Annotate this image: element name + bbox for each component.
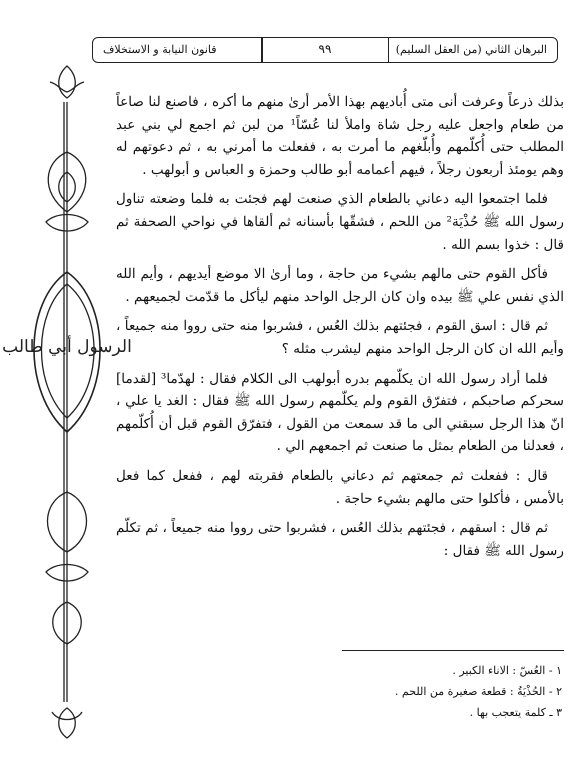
paragraph: ثم قال : اسقهم ، فجئتهم بذلك العُس ، فشربوا حتى رووا منه جميعاً ، ثم تكلّم رسول الله ﷺ فقال : bbox=[116, 520, 564, 559]
paragraph: ثم قال : اسق القوم ، فجئتهم بذلك العُس ، فشربوا منه حتى رووا منه جميعاً ، وأيم الله ان كان الرجل الواحد منهم ليشرب مثله ؟ bbox=[116, 318, 564, 357]
header-divider bbox=[261, 38, 263, 62]
header-chapter-title: قانون النيابة و الاستخلاف bbox=[103, 43, 217, 56]
page-number: ٩٩ bbox=[318, 42, 332, 56]
footnote: ٣ ـ كلمة يتعجب بها . bbox=[469, 706, 562, 719]
footnote: ٢ - الحُذْيَةُ : قطعة صغيرة من اللحم . bbox=[394, 685, 562, 698]
paragraph: قال : ففعلت ثم جمعتهم ثم دعاني بالطعام فقربته لهم ، ففعل كما فعل بالأمس ، فأكلوا حتى مالهم بشيء حاجة . bbox=[116, 467, 564, 507]
footnote-separator bbox=[342, 650, 564, 651]
paragraph: فلما اجتمعوا اليه دعاني بالطعام الذي صنعت لهم فجئت به فلما وضعته تناول رسول الله ﷺ حُذْيَة² من اللحم ، فشقّها بأسنانه ثم ألقاها في نواحي الصحفة ثم قال : خذوا بسم الله . bbox=[116, 191, 564, 253]
paragraph: فأكل القوم حتى مالهم بشيء من حاجة ، وما أرىٰ الا موضع أيديهم ، وأيم الله الذي نفس علي ﷺ بيده وان كان الرجل الواحد منهم ليأكل ما قدّمت لجميعهم . bbox=[116, 266, 564, 305]
footnotes bbox=[270, 660, 562, 723]
paragraph: بذلك ذرعاً وعرفت أنى متى أُباديهم بهذا الأمر أرىٰ منهم ما أكره ، فاصنع لنا صاعاً من طعام واجعل عليه رجل شاة واملأ لنا عُسّاً¹ من لبن ثم اجمع لي بني عبد المطلب حتى أُكلّمهم وأُبلّغهم ما أمرت به ، ففعلت ما أمرني به ، ثم دعوتهم له وهم يومئذ أربعون رجلاً ، فيهم أعمامه أبو طالب وحمزة و العباس و أبولهب . bbox=[116, 94, 565, 178]
decorative-border-ornament bbox=[2, 62, 132, 742]
header-book-title: البرهان الثاني (من العقل السليم) bbox=[395, 43, 547, 56]
running-header bbox=[92, 37, 558, 63]
header-divider bbox=[388, 38, 390, 62]
footnote: ١ - العُسّ : الاناء الكبير . bbox=[452, 664, 562, 677]
ornament-calligraphy: الرسول أبي طالب bbox=[2, 337, 132, 357]
main-text bbox=[116, 91, 564, 562]
paragraph: فلما أراد رسول الله ان يكلّمهم بدره أبولهب الى الكلام فقال : لهدّما³ [لقدما] سحركم صاحبكم ، فتفرّق القوم ولم يكلّمهم رسول الله ﷺ فقال : الغد يا علي ، انّ هذا الرجل سبقني الى ما قد سمعت من القول ، فتفرّق القوم قبل أن أُكلّمهم ، فعدلنا من الطعام بمثل ما صنعت ثم اجمعهم الي . bbox=[116, 370, 564, 455]
